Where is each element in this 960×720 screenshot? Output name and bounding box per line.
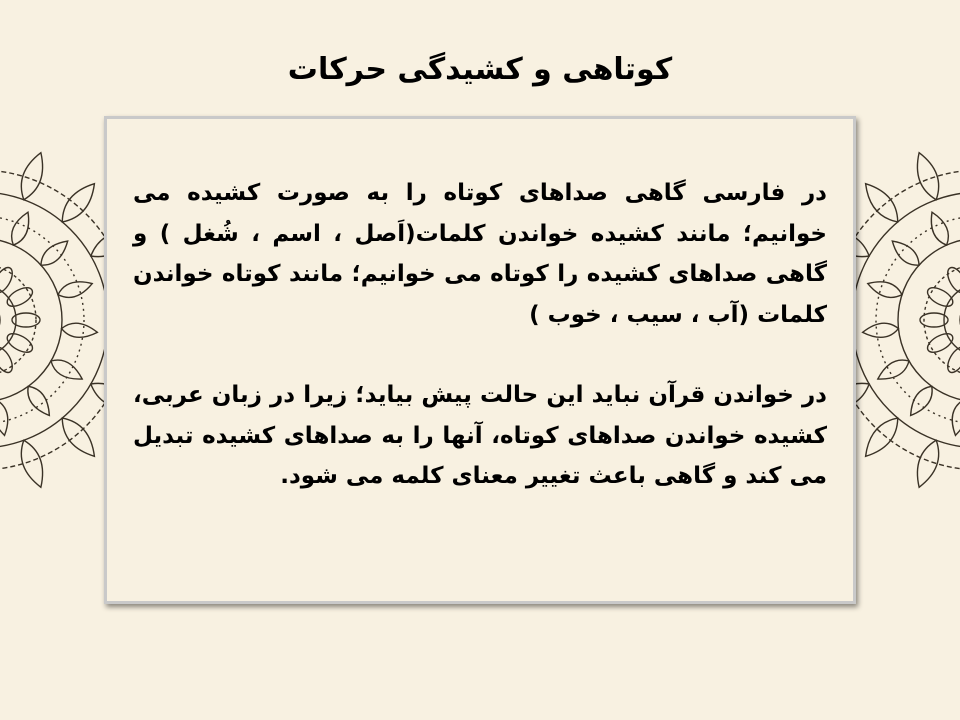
slide-title: کوتاهی و کشیدگی حرکات <box>287 52 673 87</box>
text-panel <box>104 116 856 604</box>
paragraph-quran-reading: در خواندن قرآن نباید این حالت پیش بیاید؛ زیرا در زبان عربی، کشیده خواندن صداهای کوتاه، آنها را به صداهای کشیده تبدیل می کند و گاهی باعث تغییر معنای کلمه می شود. <box>133 382 827 489</box>
paragraph-persian-vowels: در فارسی گاهی صداهای کوتاه را به صورت کشیده می خوانیم؛ مانند کشیده خواندن کلمات(اَصل ، اسم ، شُغل ) و گاهی صداهای کشیده را کوتاه می خوانیم؛ مانند کوتاه خواندن کلمات (آب ، سیب ، خوب ) <box>133 180 827 328</box>
